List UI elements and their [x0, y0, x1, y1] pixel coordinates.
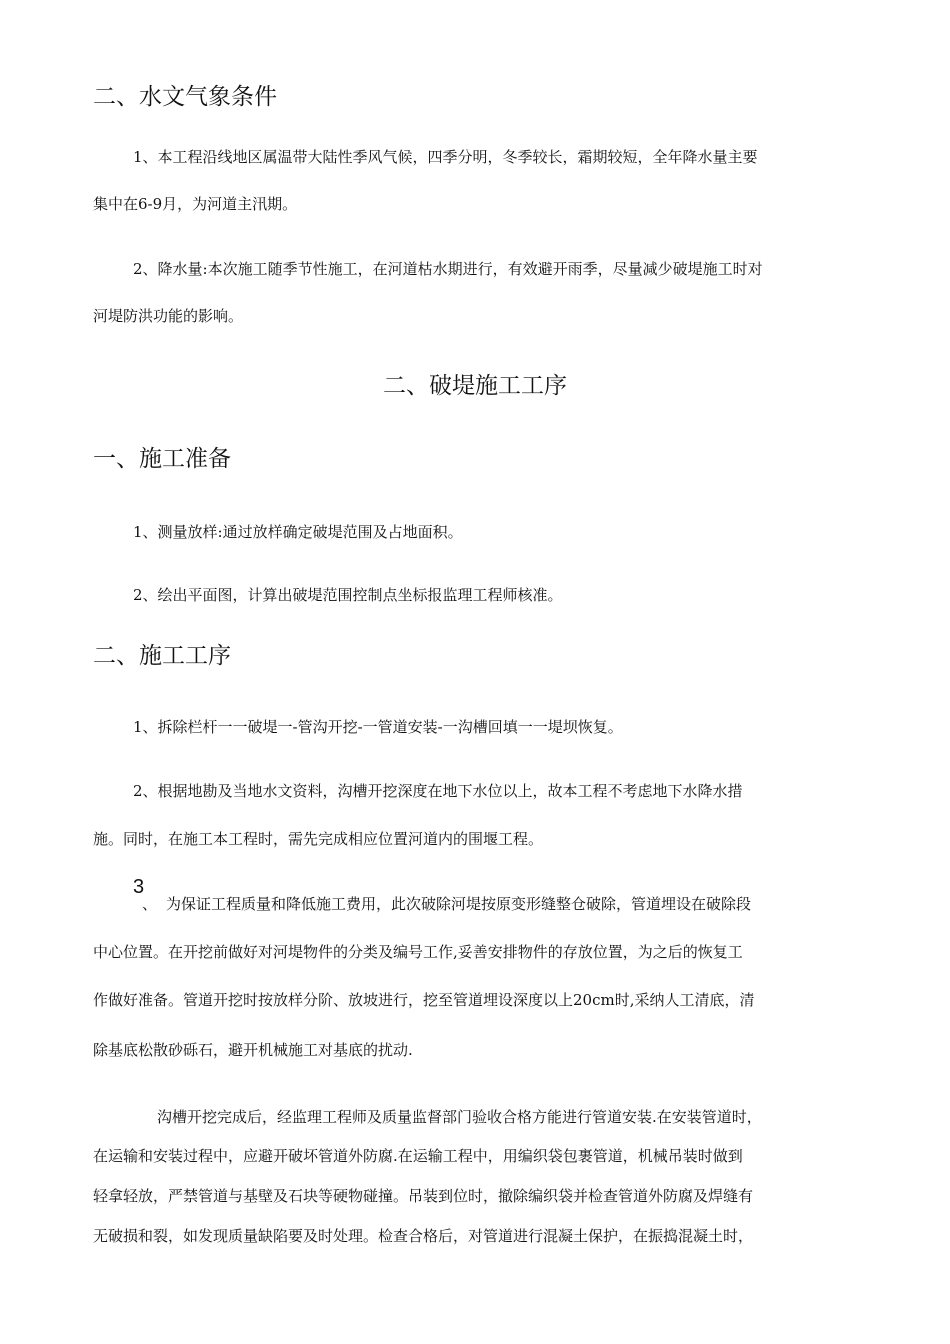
prep-item-1: 1、测量放样:通过放样确定破堤范围及占地面积。	[133, 523, 463, 541]
section-heading-hydro: 二、水文气象条件	[93, 84, 277, 110]
hydro-paragraph-2-line-2: 河堤防洪功能的影响。	[93, 307, 244, 325]
process-item-4-line-3: 轻拿轻放，严禁管道与基壁及石块等硬物碰撞。吊装到位时，撤除编织袋并检查管道外防腐及焊缝有	[93, 1187, 754, 1205]
process-item-2-line-2: 施。同时，在施工本工程时，需先完成相应位置河道内的围堰工程。	[93, 830, 544, 848]
item-3-number: 3	[133, 876, 145, 898]
hydro-paragraph-2-line-1: 2、降水量:本次施工随季节性施工，在河道枯水期进行，有效避开雨季，尽量减少破堤施工时对	[133, 260, 763, 278]
item-3-enumeration-mark: 、	[142, 895, 158, 913]
process-item-4-line-4: 无破损和裂，如发现质量缺陷要及时处理。检查合格后，对管道进行混凝土保护，在振捣混凝土时，	[93, 1227, 754, 1245]
process-item-4-line-1: 沟槽开挖完成后，经监理工程师及质量监督部门验收合格方能进行管道安装.在安装管道时，	[157, 1108, 762, 1126]
process-item-3-line-4: 除基底松散砂砾石，避开机械施工对基底的扰动.	[93, 1041, 413, 1059]
process-item-3-line-3: 作做好准备。管道开挖时按放样分阶、放坡进行，挖至管道埋设深度以上20cm时,采纳人工清底，清	[93, 991, 755, 1009]
process-item-3-line-1: 为保证工程质量和降低施工费用，此次破除河堤按原变形缝整仓破除，管道埋设在破除段	[166, 895, 752, 913]
section-heading-process: 二、施工工序	[93, 643, 231, 669]
process-item-3-line-2: 中心位置。在开挖前做好对河堤物件的分类及编号工作,妥善安排物件的存放位置，为之后的恢复工	[93, 943, 743, 961]
chapter-title: 二、破堤施工工序	[383, 373, 567, 399]
hydro-paragraph-1-line-2: 集中在6-9月，为河道主汛期。	[93, 195, 298, 213]
process-item-4-line-2: 在运输和安装过程中，应避开破坏管道外防腐.在运输工程中，用编织袋包裹管道，机械吊装时做到	[93, 1147, 743, 1165]
process-item-2-line-1: 2、根据地勘及当地水文资料，沟槽开挖深度在地下水位以上，故本工程不考虑地下水降水措	[133, 782, 743, 800]
prep-item-2: 2、绘出平面图，计算出破堤范围控制点坐标报监理工程师核准。	[133, 586, 563, 604]
section-heading-prep: 一、施工准备	[93, 446, 231, 472]
hydro-paragraph-1-line-1: 1、本工程沿线地区属温带大陆性季风气候，四季分明，冬季较长，霜期较短，全年降水量主要	[133, 148, 758, 166]
process-item-1: 1、拆除栏杆一一破堤一-管沟开挖-一管道安装-一沟槽回填一一堤坝恢复。	[133, 718, 623, 736]
